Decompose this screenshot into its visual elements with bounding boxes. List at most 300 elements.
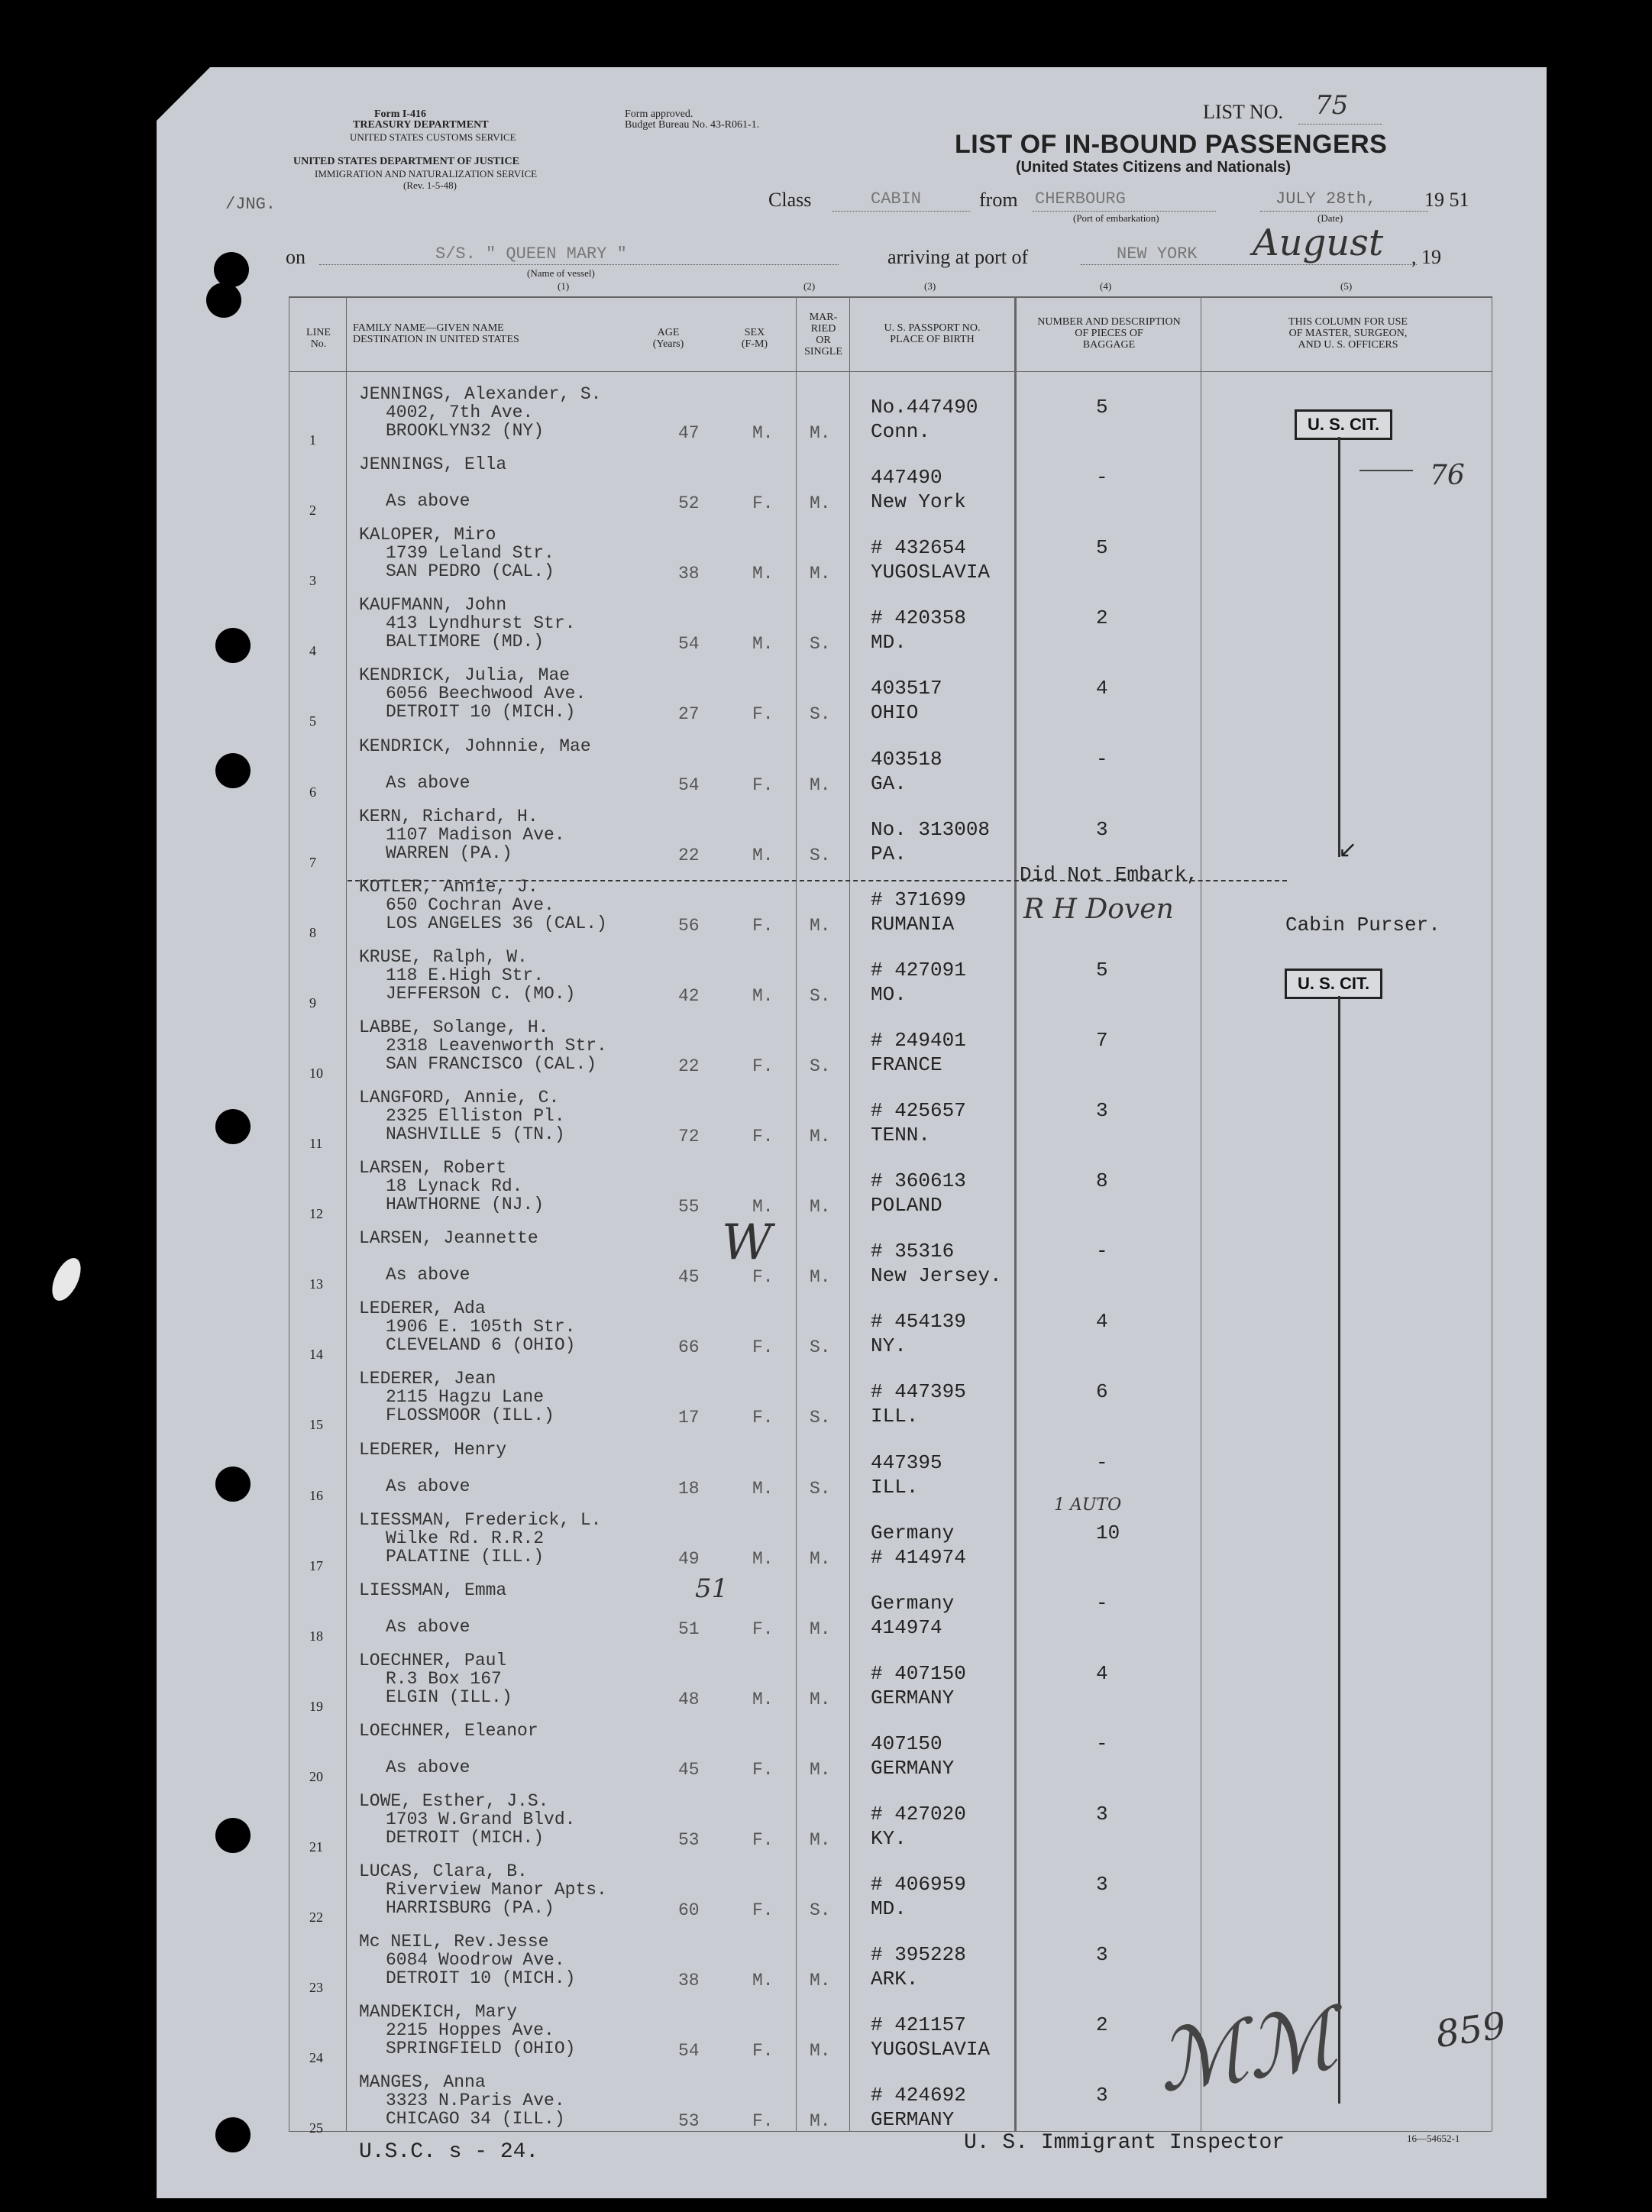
line-number: 5 [309,713,316,729]
passenger-city: DETROIT (MICH.) [386,1828,545,1848]
passenger-address: 2115 Hagzu Lane [386,1387,545,1408]
passenger-age: 48 [678,1689,700,1709]
passenger-city: LOS ANGELES 36 (CAL.) [386,913,607,933]
birth-place: GERMANY [871,1686,955,1709]
baggage-count: - [1096,1240,1108,1263]
passenger-address: 18 Lynack Rd. [386,1176,523,1197]
struck-row-line [348,880,1287,881]
birth-place: GA. [871,771,907,795]
passenger-marital: S. [810,1056,831,1076]
passenger-age: 18 [678,1478,700,1499]
passenger-age: 56 [678,915,700,936]
passenger-age: 45 [678,1267,700,1288]
line-number: 25 [309,2120,323,2136]
class-value: CABIN [871,189,922,209]
passenger-address: 2318 Leavenworth Str. [386,1035,607,1056]
passenger-name: LOWE, Esther, J.S. [359,1791,549,1811]
did-not-embark: Did Not Embark, [1020,863,1199,886]
passenger-sex: M. [752,985,774,1006]
line-number: 1 [309,432,316,448]
passenger-address: Wilke Rd. R.R.2 [386,1528,545,1548]
binder-hole [215,628,251,663]
passenger-city: DETROIT 10 (MICH.) [386,702,576,723]
birth-place: FRANCE [871,1053,942,1076]
baggage-count: - [1096,1450,1108,1474]
passport-number: # 421157 [871,2013,966,2037]
baggage-count: 7 [1096,1028,1108,1052]
baggage-count: 3 [1096,1943,1108,1967]
header-name: FAMILY NAME—GIVEN NAME DESTINATION IN UNITED STATES [353,322,519,345]
line-number: 20 [309,1768,323,1784]
initials-w: W [722,1214,772,1271]
passenger-marital: S. [810,1478,831,1499]
passenger-city: As above [386,1757,470,1777]
passenger-age: 22 [678,1056,700,1076]
birth-place: New Jersey. [871,1264,1002,1288]
passenger-marital: M. [810,2041,831,2062]
vessel-value: S/S. " QUEEN MARY " [435,244,627,264]
passenger-city: SPRINGFIELD (OHIO) [386,2039,576,2059]
passenger-city: PALATINE (ILL.) [386,1546,545,1567]
birth-place: 414974 [871,1615,942,1639]
baggage-count: 2 [1096,606,1108,630]
passenger-age: 47 [678,423,700,443]
binder-hole [214,252,249,287]
passenger-sex: F. [752,704,774,725]
passenger-city: BALTIMORE (MD.) [386,632,545,652]
binder-hole [47,1253,87,1305]
passenger-marital: S. [810,985,831,1006]
passenger-age: 66 [678,1337,700,1358]
passenger-name: LARSEN, Robert [359,1158,507,1179]
passenger-age: 22 [678,845,700,865]
passenger-sex: M. [752,564,774,584]
passenger-name: LUCAS, Clara, B. [359,1861,528,1882]
passenger-sex: F. [752,2111,774,2132]
binder-hole [215,1109,251,1144]
passenger-marital: M. [810,2111,831,2132]
line-number: 2 [309,503,316,519]
date-value: JULY 28th, [1275,189,1377,209]
passenger-sex: F. [752,1408,774,1428]
header-baggage: NUMBER AND DESCRIPTION OF PIECES OF BAGGAGE [1037,316,1181,351]
list-no-label: LIST NO. [1203,101,1283,123]
passenger-marital: S. [810,1337,831,1358]
passenger-marital: M. [810,1971,831,1991]
passenger-address: 1906 E. 105th Str. [386,1317,576,1337]
inspector-signature: ℳℳ [1151,1989,1343,2111]
passenger-sex: M. [752,1548,774,1569]
passenger-name: KOTLER, Annie, J. [359,876,538,897]
passenger-name: MANDEKICH, Mary [359,2002,518,2023]
birth-place: GERMANY [871,2108,955,2132]
birth-place: POLAND [871,1194,942,1218]
col-num-5: (5) [1340,280,1353,292]
passenger-address: 650 Cochran Ave. [386,894,554,915]
passenger-city: WARREN (PA.) [386,842,512,863]
passenger-name: LEDERER, Henry [359,1439,507,1460]
birth-place: RUMANIA [871,912,955,936]
passenger-sex: M. [752,634,774,655]
passport-number: # 360613 [871,1169,966,1193]
passenger-age: 42 [678,985,700,1006]
passenger-sex: F. [752,1759,774,1780]
passenger-city: SAN FRANCISCO (CAL.) [386,1053,597,1074]
baggage-auto: 1 AUTO [1054,1496,1122,1515]
passenger-address: R.3 Box 167 [386,1668,502,1689]
col-num-4: (4) [1100,280,1112,292]
passenger-name: KENDRICK, Julia, Mae [359,665,571,686]
passenger-sex: M. [752,1197,774,1218]
passenger-sex: F. [752,915,774,936]
passport-number: 403518 [871,747,942,771]
line-number: 9 [309,994,316,1011]
line-number: 10 [309,1065,323,1081]
baggage-count: - [1096,466,1108,490]
page-subtitle: (United States Citizens and Nationals) [1016,159,1292,176]
passenger-marital: M. [810,564,831,584]
binder-hole [215,2117,251,2152]
passenger-city: JEFFERSON C. (MO.) [386,983,576,1004]
passenger-age: 45 [678,1759,700,1780]
passenger-name: LANGFORD, Annie, C. [359,1088,560,1108]
binder-hole [215,1818,251,1853]
birth-place: MD. [871,1897,907,1921]
baggage-count: - [1096,1732,1108,1755]
binder-hole [206,283,241,318]
passenger-sex: F. [752,1337,774,1358]
passenger-age: 54 [678,2041,700,2062]
passenger-marital: M. [810,1689,831,1709]
passport-number: # 424692 [871,2084,966,2107]
line-number: 11 [309,1136,323,1151]
passport-number: No. 313008 [871,817,991,841]
passenger-marital: M. [810,1127,831,1146]
passenger-sex: F. [752,2041,774,2062]
passenger-age: 72 [678,1127,700,1146]
passenger-name: KERN, Richard, H. [359,806,538,826]
from-value: CHERBOURG [1035,189,1126,209]
class-label: Class [768,189,812,211]
passenger-name: KRUSE, Ralph, W. [359,946,528,967]
passenger-marital: M. [810,423,831,443]
baggage-count: 10 [1096,1521,1120,1544]
line-number: 13 [309,1276,323,1292]
passport-number: # 249401 [871,1028,966,1052]
footer-usc: U.S.C. s - 24. [359,2140,539,2164]
passenger-address: 4002, 7th Ave. [386,403,534,422]
passenger-name: KENDRICK, Johnnie, Mae [359,736,591,756]
passenger-age: 53 [678,1830,700,1850]
line-number: 24 [309,2050,323,2066]
baggage-count: 5 [1096,396,1108,419]
passenger-age: 17 [678,1408,700,1428]
passport-number: # 432654 [871,536,966,560]
page-title: LIST OF IN-BOUND PASSENGERS [955,130,1388,159]
passenger-city: HARRISBURG (PA.) [386,1898,554,1919]
passenger-name: LABBE, Solange, H. [359,1017,549,1037]
header-line-no: LINE No. [306,327,331,350]
header-age: AGE (Years) [652,327,684,350]
passenger-name: MANGES, Anna [359,2072,486,2093]
header-married: MAR- RIED OR SINGLE [804,312,842,357]
header-officers: THIS COLUMN FOR USE OF MASTER, SURGEON, AND U. S. OFFICERS [1288,316,1408,351]
passenger-sex: F. [752,493,774,514]
passenger-age: 27 [678,704,700,725]
line-number: 4 [309,643,316,659]
line-number: 8 [309,924,316,940]
passenger-city: ELGIN (ILL.) [386,1686,512,1707]
birth-place: KY. [871,1827,907,1850]
birth-place: GERMANY [871,1756,955,1780]
birth-place: New York [871,490,966,514]
passenger-address: 118 E.High Str. [386,965,545,985]
passenger-sex: F. [752,775,774,795]
line-number: 15 [309,1417,323,1433]
passport-number: Germany [871,1521,955,1544]
passenger-city: NASHVILLE 5 (TN.) [386,1124,565,1144]
birth-place: OHIO [871,701,919,725]
passenger-city: As above [386,491,470,512]
port-arrival-value: NEW YORK [1117,244,1198,264]
passenger-age: 49 [678,1548,700,1569]
footer-inspector: U. S. Immigrant Inspector [964,2131,1285,2155]
birth-place: # 414974 [871,1545,966,1569]
budget-bureau: Budget Bureau No. 43-R061-1. [625,119,760,131]
passenger-sex: F. [752,1830,774,1850]
baggage-count: - [1096,1591,1108,1615]
baggage-count: 8 [1096,1169,1108,1193]
passport-number: # 425657 [871,1099,966,1122]
year-value: 19 51 [1424,189,1469,211]
line-number: 7 [309,854,316,870]
birth-place: NY. [871,1334,907,1358]
birth-place: YUGOSLAVIA [871,2038,991,2062]
passport-number: 447395 [871,1450,942,1474]
passport-number: # 454139 [871,1310,966,1334]
passenger-address: 2215 Hoppes Ave. [386,2020,554,2041]
passenger-address: 1739 Leland Str. [386,543,554,564]
passport-number: # 427020 [871,1803,966,1826]
port-embarkation-label: (Port of embarkation) [1073,212,1159,224]
line-number: 22 [309,1910,323,1926]
passenger-marital: M. [810,1759,831,1780]
col-num-1: (1) [558,280,570,292]
birth-place: YUGOSLAVIA [871,561,991,584]
on-label: on [286,246,306,268]
line-number: 19 [309,1698,323,1714]
passenger-sex: M. [752,423,774,443]
baggage-count: 5 [1096,536,1108,560]
passport-number: # 371699 [871,888,966,911]
passenger-marital: S. [810,1900,831,1921]
inspector-number: 859 [1433,2003,1509,2057]
passenger-sex: F. [752,1127,774,1146]
passenger-address: Riverview Manor Apts. [386,1880,607,1900]
passenger-age: 38 [678,1971,700,1991]
arrow-head: ↙ [1338,837,1358,862]
passenger-age: 60 [678,1900,700,1921]
passenger-name: LEDERER, Jean [359,1369,496,1389]
passenger-marital: M. [810,1197,831,1218]
birth-place: ILL. [871,1475,919,1499]
bracket-line-2 [1338,996,1340,2104]
passenger-address: 1703 W.Grand Blvd. [386,1809,576,1829]
header-passport: U. S. PASSPORT NO. PLACE OF BIRTH [884,322,981,345]
passenger-city: As above [386,772,470,793]
passport-number: 447490 [871,466,942,490]
baggage-count: 3 [1096,1803,1108,1826]
birth-place: ARK. [871,1968,919,1991]
passenger-name: JENNINGS, Ella [359,454,507,475]
passport-number: No.447490 [871,396,978,419]
passport-number: 403517 [871,677,942,700]
passenger-marital: M. [810,915,831,936]
binder-hole [215,753,251,788]
passenger-city: SAN PEDRO (CAL.) [386,561,554,582]
baggage-count: 2 [1096,2013,1108,2037]
form-approved: Form approved. [625,108,693,120]
passenger-marital: M. [810,1619,831,1639]
passenger-sex: F. [752,1056,774,1076]
passenger-name: LOECHNER, Eleanor [359,1720,538,1741]
line-number: 21 [309,1839,323,1855]
passport-number: Germany [871,1591,955,1615]
passenger-sex: M. [752,1478,774,1499]
passport-number: # 420358 [871,606,966,630]
vessel-label: (Name of vessel) [527,267,595,279]
year-2: , 19 [1411,246,1441,268]
passport-number: # 407150 [871,1661,966,1685]
passenger-marital: M. [810,493,831,514]
passenger-name: LIESSMAN, Emma [359,1580,507,1600]
passenger-marital: M. [810,1548,831,1569]
passenger-age: 54 [678,634,700,655]
passenger-name: JENNINGS, Alexander, S. [359,384,602,404]
baggage-count: - [1096,747,1108,771]
passenger-city: As above [386,1476,470,1496]
revision: (Rev. 1-5-48) [403,179,457,191]
passport-number: # 406959 [871,1873,966,1897]
passport-number: # 447395 [871,1380,966,1404]
baggage-count: 4 [1096,1310,1108,1334]
passenger-name: LOECHNER, Paul [359,1650,507,1670]
baggage-count: 3 [1096,1099,1108,1122]
passenger-city: As above [386,1616,470,1637]
passenger-city: BROOKLYN32 (NY) [386,421,545,441]
header-sex: SEX (F-M) [741,327,768,350]
us-citizen-stamp-2: U. S. CIT. [1285,969,1382,999]
passenger-age: 52 [678,493,700,514]
passenger-address: 6056 Beechwood Ave. [386,684,587,704]
passenger-sex: F. [752,1267,774,1288]
passport-number: 407150 [871,1732,942,1755]
age-correction: 51 [695,1573,729,1604]
passenger-marital: S. [810,634,831,655]
passenger-city: CLEVELAND 6 (OHIO) [386,1335,576,1356]
passenger-name: KAUFMANN, John [359,595,507,616]
date-label: (Date) [1317,212,1343,224]
from-label: from [979,189,1018,211]
baggage-count: 4 [1096,1661,1108,1685]
passenger-name: LARSEN, Jeannette [359,1228,538,1249]
line-number: 16 [309,1487,323,1503]
handwritten-76: 76 [1430,460,1465,491]
passenger-city: FLOSSMOOR (ILL.) [386,1405,554,1426]
line-number: 12 [309,1206,323,1222]
passenger-age: 53 [678,2111,700,2132]
baggage-count: 6 [1096,1380,1108,1404]
passenger-address: 6084 Woodrow Ave. [386,1950,565,1971]
birth-place: MD. [871,631,907,655]
baggage-count: 4 [1096,677,1108,700]
arriving-label: arriving at port of [887,246,1029,268]
dept-treasury: TREASURY DEPARTMENT [353,119,489,131]
passenger-marital: M. [810,775,831,795]
passenger-address: 3323 N.Paris Ave. [386,2091,565,2111]
passenger-sex: M. [752,1689,774,1709]
passenger-city: As above [386,1265,470,1285]
passenger-sex: M. [752,1971,774,1991]
passenger-sex: F. [752,1619,774,1639]
binder-hole [215,1467,251,1502]
us-citizen-stamp: U. S. CIT. [1295,409,1392,440]
baggage-count: 3 [1096,2084,1108,2107]
dept-immigration: IMMIGRATION AND NATURALIZATION SERVICE [315,168,538,179]
line-number: 17 [309,1557,323,1573]
passenger-city: HAWTHORNE (NJ.) [386,1195,545,1215]
passenger-marital: M. [810,1830,831,1850]
line-number: 23 [309,1980,323,1996]
passenger-address: 413 Lyndhurst Str. [386,613,576,634]
form-number: Form I-416 [374,108,427,120]
passenger-marital: S. [810,845,831,865]
birth-place: Conn. [871,420,931,443]
passenger-address: 2325 Elliston Pl. [386,1106,565,1126]
clerk-initials: /JNG. [225,195,276,214]
passenger-sex: M. [752,845,774,865]
passenger-age: 51 [678,1619,700,1639]
arrival-date-handwritten: August [1253,222,1384,264]
passenger-marital: M. [810,1267,831,1288]
purser-signature: R H Doven [1023,894,1174,925]
passenger-name: Mc NEIL, Rev.Jesse [359,1932,549,1952]
dept-justice: UNITED STATES DEPARTMENT OF JUSTICE [293,156,519,167]
passenger-address: 1107 Madison Ave. [386,824,565,845]
birth-place: PA. [871,842,907,865]
list-no-value: 75 [1315,90,1349,121]
passenger-name: KALOPER, Miro [359,525,496,545]
passenger-sex: F. [752,1900,774,1921]
passenger-marital: S. [810,704,831,725]
birth-place: ILL. [871,1405,919,1428]
baggage-count: 5 [1096,958,1108,981]
birth-place: MO. [871,982,907,1006]
passenger-age: 55 [678,1197,700,1218]
birth-place: TENN. [871,1124,931,1146]
line-number: 3 [309,573,316,589]
col-num-3: (3) [924,280,936,292]
passport-number: # 35316 [871,1240,955,1263]
dept-customs: UNITED STATES CUSTOMS SERVICE [350,131,516,143]
passenger-marital: S. [810,1408,831,1428]
passport-number: # 395228 [871,1943,966,1967]
passenger-age: 38 [678,564,700,584]
passenger-name: LEDERER, Ada [359,1298,486,1319]
footer-code: 16—54652-1 [1407,2133,1460,2144]
line-number: 18 [309,1628,323,1644]
passenger-city: CHICAGO 34 (ILL.) [386,2109,565,2130]
